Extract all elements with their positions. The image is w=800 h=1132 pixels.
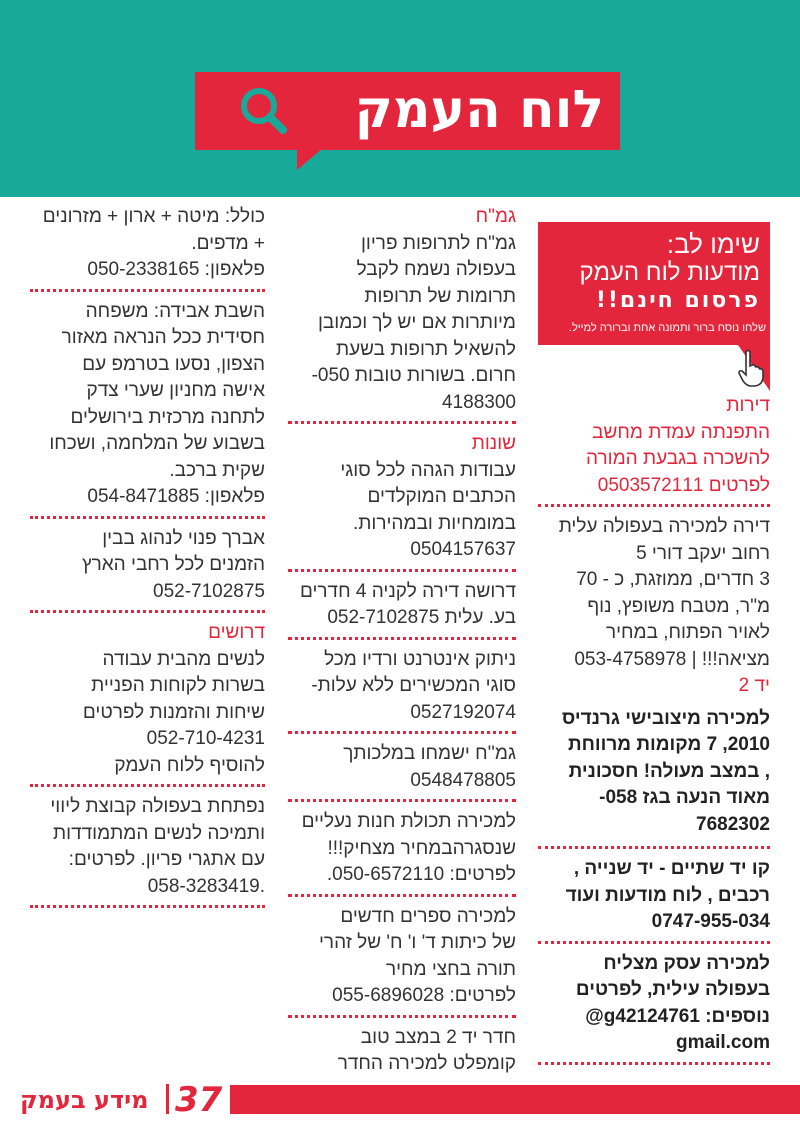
notice-instructions: שלחו נוסח ברור ותמונה אחת וברורה למייל. [568,322,766,334]
ad-computer-station: התפנתה עמדת מחשב להשכרה בגבעת המורה לפרטים 0503572111 [586,421,770,496]
separator [288,1015,516,1018]
ad-yad-shtaim: קו יד שתיים - יד שנייה , רכבים , לוח מודעות ועוד 0747-955-034 [565,858,770,932]
column-middle [288,204,516,1078]
separator [288,894,516,897]
header-banner [0,0,800,197]
separator [30,610,265,613]
free-ads-notice [538,222,770,345]
category-apartments: דירות [726,395,770,416]
ad-furniture: כולל: מיטה + ארון + מזרונים + מדפים. פלאפון: 050-2338165 [42,206,265,280]
pointing-hand-icon [736,348,768,388]
ad-support-group: נפתחת בעפולה קבוצת ליווי ותמיכה לנשים המתמודדות עם אתגרי פריון. לפרטים: .058-3283419 [50,796,265,897]
ad-books-sale: למכירה ספרים חדשים של כיתות ד' ו' ח' של זהרי תורה בחצי מחיר לפרטים: 055-6896028 [318,905,516,1006]
separator [538,846,770,849]
ad-room-sale: חדר יד 2 במצב טוב קומפלט למכירה החדר [337,1026,516,1074]
separator [538,1062,770,1065]
footer-divider [166,1084,169,1114]
ad-gemach-malchutcha: גמ''ח ישמחו במלכותך 0548478805 [343,743,516,791]
separator [30,905,265,908]
separator [30,784,265,787]
ad-business-sale: למכירה עסק מצליח בעפולה עילית, לפרטים נוספים: g42124761@ gmail.com [575,952,770,1053]
ad-mitsubishi: למכירה מיצובישי גרנדיס 2010, 7 מקומות מרווחת , במצב מעולה! חסכונית מאוד הנעה בגז 058- 7682302 [562,707,770,835]
column-right [538,204,770,1072]
category-gemach: גמ"ח [475,206,516,227]
separator [30,516,265,519]
notice-heading: שימו לב: [666,229,760,259]
ad-apartment-wanted: דרושה דירה לקניה 4 חדרים בע. עלית 052-7102875 [299,580,516,628]
separator [538,941,770,944]
page-title: לוח העמק [354,80,604,140]
ad-work-from-home: לנשים מהבית עבודה בשרות לקוחות הפניית שיחות והזמנות לפרטים 052-710-4231 להוסיף ללוח העמק [82,648,265,776]
separator [30,289,265,292]
page-number: 37 [175,1080,223,1120]
column-left [30,204,265,915]
ad-driver: אברך פנוי לנהוג בבין הזמנים לכל רחבי הארץ 052-7102875 [82,527,265,602]
separator [288,731,516,734]
separator [288,421,516,424]
search-icon [233,82,293,142]
title-box-tail [297,148,323,170]
ad-shoe-store: למכירה תכולת חנות נעליים שנסגרהבמחיר מצחיק!!! לפרטים: 050-6572110. [301,811,516,885]
ad-fertility-gemach: גמ"ח לתרופות פריון בעפולה נשמח לקבל תרומות של תרופות מיותרות אם יש לך וכמובן להשאיל תרופות בשעת חרום. בשורות טובות 050- 4188300 [311,232,516,413]
notice-free: פרסום חינם!! [595,288,760,313]
footer-brand: מידע בעמק [20,1086,149,1114]
separator [288,569,516,572]
ad-internet-disconnect: ניתוק אינטרנט ורדיו מכל סוגי המכשירים ללא עלות- 0527192074 [311,648,516,723]
category-wanted: דרושים [208,622,265,643]
ad-proofreading: עבודות הגהה לכל סוגי הכתבים המוקלדים במומחיות ובמהירות. 0504157637 [340,459,516,560]
separator [288,637,516,640]
title-box [195,72,620,150]
notice-subheading: מודעות לוח העמק [579,259,760,286]
category-second-hand: יד 2 [738,675,770,696]
separator [538,504,770,507]
separator [288,799,516,802]
ad-lost-item: השבת אבידה: משפחה חסידית ככל הנראה מאזור הצפון, נסעו בטרמפ עם אישה מחניון שערי צדק לתחנה מרכזית בירושלים בשבוע של המלחמה, ושכחו שקית ברכב. פלאפון: 054-8471885 [49,300,265,507]
category-misc: שונות [471,433,516,454]
ad-apartment-sale: דירה למכירה בעפולה עלית רחוב יעקב דורי 5 3 חדרים, ממוזגת, כ - 70 מ"ר, מטבח משופץ, נוף לאויר הפתוח, במחיר מציאה!!! | 053-4758978 [558,516,770,670]
